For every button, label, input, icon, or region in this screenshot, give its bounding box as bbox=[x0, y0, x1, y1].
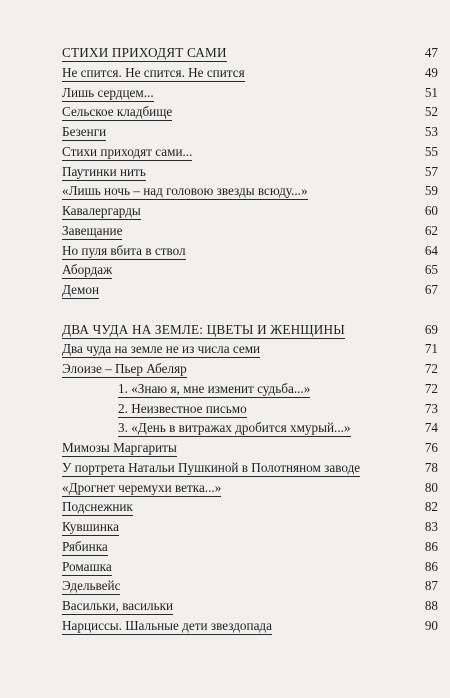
toc-page-number: 53 bbox=[424, 124, 438, 139]
toc-entry-title: Элоизе – Пьер Абеляр bbox=[62, 361, 187, 376]
toc-entry bbox=[62, 122, 438, 142]
toc-entry-title: Абордаж bbox=[62, 262, 113, 278]
toc-entry-title: ДВА ЧУДА НА ЗЕМЛЕ: ЦВЕТЫ И ЖЕНЩИНЫ bbox=[62, 321, 345, 337]
toc-page-number: 88 bbox=[424, 598, 438, 613]
toc-page-number: 73 bbox=[424, 400, 438, 416]
toc-page-number: 62 bbox=[424, 222, 438, 238]
toc-page-number: 57 bbox=[424, 163, 438, 179]
table-of-contents bbox=[62, 43, 438, 636]
toc-page-number: 47 bbox=[424, 45, 438, 60]
toc-entry-title: 2. Неизвестное письмо bbox=[118, 400, 247, 416]
toc-page-number: 74 bbox=[424, 420, 438, 436]
toc-entry-title: «Лишь ночь – над головою звезды всюду...» bbox=[62, 183, 308, 199]
toc-page-number: 51 bbox=[424, 84, 438, 100]
toc-entry-title: Васильки, васильки bbox=[62, 598, 174, 613]
toc-entry-title: Мимозы Маргариты bbox=[62, 440, 177, 455]
toc-entry bbox=[62, 359, 438, 379]
toc-entry bbox=[62, 102, 438, 122]
toc-entry bbox=[62, 142, 438, 162]
toc-page-number: 72 bbox=[424, 361, 438, 376]
toc-entry bbox=[62, 201, 438, 221]
toc-page-number: 72 bbox=[424, 380, 438, 396]
toc-entry-title: Нарциссы. Шальные дети звездопада bbox=[62, 617, 272, 633]
toc-entry bbox=[62, 221, 438, 241]
toc-entry bbox=[62, 537, 438, 557]
toc-page-number: 59 bbox=[424, 183, 438, 199]
toc-entry bbox=[62, 241, 438, 261]
toc-subentry bbox=[62, 399, 438, 419]
toc-entry bbox=[62, 260, 438, 280]
toc-entry-title: Не спится. Не спится. Не спится bbox=[62, 64, 245, 80]
toc-entry-title: Лишь сердцем... bbox=[62, 84, 154, 100]
toc-subentry bbox=[62, 379, 438, 399]
toc-entry-title: Кавалергарды bbox=[62, 203, 141, 218]
toc-entry-title: 1. «Знаю я, мне изменит судьба...» bbox=[118, 380, 311, 396]
toc-page-number: 82 bbox=[424, 499, 438, 515]
toc-page-number: 87 bbox=[424, 578, 438, 594]
toc-page-number: 49 bbox=[424, 64, 438, 80]
section-spacer bbox=[62, 300, 438, 320]
toc-page-number: 60 bbox=[424, 203, 438, 218]
toc-entry-title: Демон bbox=[62, 282, 100, 297]
toc-entry-title: Сельское кладбище bbox=[62, 104, 173, 120]
toc-entry-title: Рябинка bbox=[62, 538, 108, 554]
toc-entry-title: «Дрогнет черемухи ветка...» bbox=[62, 479, 222, 495]
toc-page-number: 52 bbox=[424, 104, 438, 120]
toc-page-number: 55 bbox=[424, 143, 438, 159]
toc-entry-title: Паутинки нить bbox=[62, 163, 146, 179]
toc-entry bbox=[62, 596, 438, 616]
toc-entry-title: Кувшинка bbox=[62, 519, 119, 534]
toc-entry-title: Подснежник bbox=[62, 499, 133, 515]
toc-entry bbox=[62, 517, 438, 537]
toc-page-number: 86 bbox=[424, 538, 438, 554]
toc-entry bbox=[62, 280, 438, 300]
toc-entry-title: Два чуда на земле не из числа семи bbox=[62, 341, 261, 357]
toc-page-number: 65 bbox=[424, 262, 438, 278]
toc-entry-title: Безенги bbox=[62, 124, 107, 139]
toc-page-number: 71 bbox=[424, 341, 438, 357]
toc-entry-title: Стихи приходят сами... bbox=[62, 143, 193, 159]
toc-entry-title: У портрета Натальи Пушкиной в Полотняном заводе bbox=[62, 459, 361, 475]
toc-page-number: 76 bbox=[424, 440, 438, 455]
toc-page-number: 80 bbox=[424, 479, 438, 495]
toc-section-heading bbox=[62, 320, 438, 340]
toc-entry bbox=[62, 438, 438, 458]
toc-page-number: 90 bbox=[424, 617, 438, 633]
toc-entry bbox=[62, 616, 438, 636]
toc-entry-title: 3. «День в витражах дробится хмурый...» bbox=[118, 420, 351, 436]
toc-entry bbox=[62, 557, 438, 577]
toc-entry bbox=[62, 63, 438, 83]
toc-section-heading bbox=[62, 43, 438, 63]
toc-entry bbox=[62, 576, 438, 596]
toc-entry-title: Ромашка bbox=[62, 558, 112, 574]
toc-page-number: 67 bbox=[424, 282, 438, 297]
toc-entry-title: Эдельвейс bbox=[62, 578, 121, 594]
toc-subentry bbox=[62, 418, 438, 438]
toc-entry bbox=[62, 478, 438, 498]
toc-entry bbox=[62, 458, 438, 478]
toc-entry bbox=[62, 181, 438, 201]
toc-page-number: 69 bbox=[424, 321, 438, 337]
toc-page-number: 64 bbox=[424, 242, 438, 258]
toc-entry bbox=[62, 497, 438, 517]
toc-entry bbox=[62, 83, 438, 103]
toc-entry bbox=[62, 339, 438, 359]
toc-entry-title: Но пуля вбита в ствол bbox=[62, 242, 186, 258]
toc-entry-title: СТИХИ ПРИХОДЯТ САМИ bbox=[62, 45, 227, 60]
toc-page-number: 78 bbox=[424, 459, 438, 475]
toc-entry bbox=[62, 162, 438, 182]
toc-entry-title: Завещание bbox=[62, 222, 123, 238]
toc-page-number: 83 bbox=[424, 519, 438, 534]
toc-page-number: 86 bbox=[424, 558, 438, 574]
